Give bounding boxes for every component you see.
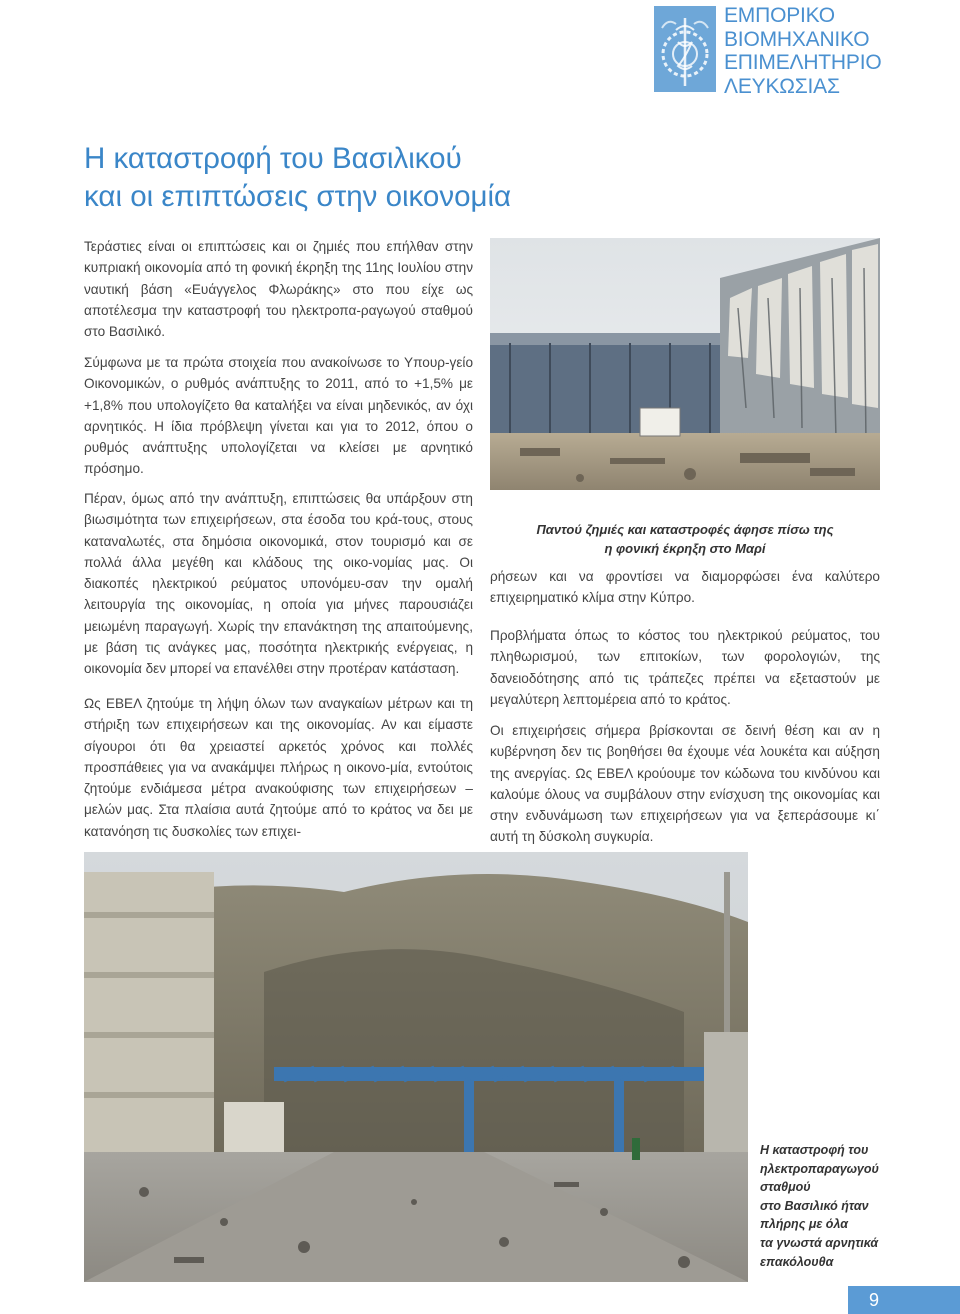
caption-top-photo [490, 520, 880, 558]
caption-line: Η καταστροφή του [760, 1143, 869, 1157]
chamber-name [724, 4, 960, 98]
paragraph-intro: Τεράστιες είναι οι επιπτώσεις και οι ζημιές που επήλθαν στην κυπριακή οικονομία από τη φονική έκρηξη της 11ης Ιουλίου στην ναυτική βάση «Ευάγγελος Φλωράκης» στο που είχε ως αποτέλεσμα την καταστροφή του ηλεκτροπα-ραγωγού σταθμού στο Βασιλικό. [84, 239, 473, 340]
chamber-logo [654, 6, 716, 92]
photo-damaged-building [490, 238, 880, 490]
chamber-name-line: ΕΠΙΜΕΛΗΤΗΡΙΟ [724, 51, 882, 74]
chamber-name-line: ΛΕΥΚΩΣΙΑΣ [724, 74, 840, 98]
article-title-line: και οι επιπτώσεις στην οικονομία [84, 180, 512, 213]
article-title-line: Η καταστροφή του Βασιλικού [84, 142, 462, 175]
caption-line: τα γνωστά αρνητικά [760, 1235, 879, 1250]
chamber-emblem-icon [654, 6, 716, 92]
chamber-name-line: ΕΜΠΟΡΙΚΟ [724, 4, 835, 27]
paragraph-business-impact: Πέραν, όμως από την ανάπτυξη, επιπτώσεις θα υπάρξουν στη βιωσιμότητα των επιχειρήσεων, στα έσοδα του κρά-τους, στους καταναλωτές, στα δημόσια οικονομικά, στον τουρισμό και σε πολλά άλλα μεγέθη και κλάδους της οικο-νομίας μας. Οι διακοπές ηλεκτρικού ρεύματος υπονόμευ-σαν την ομαλή λειτουργία της οικονομίας, η οποία για μήνες παρουσιάζει μειωμένη παραγωγή. Χωρίς την επανάκτηση της απαιτούμενης, με βάση τις ανάγκες μας, ποσότητα ηλεκτρικής ενέργειας, η οικονομία δεν μπορεί να επανέλθει στην προτέραν κατάσταση. [84, 491, 473, 677]
chamber-name-line: ΒΙΟΜΗΧΑΝΙΚΟ [724, 27, 870, 51]
caption-line: ηλεκτροπαραγωγού [760, 1161, 879, 1176]
paragraph-ministry-forecast: Σύμφωνα με τα πρώτα στοιχεία που ανακοίνωσε το Υπουρ-γείο Οικονομικών, ο ρυθμός ανάπτυξης το 2011, από το +1,5% με +1,8% που υπολογίζετο θα καταλήξει να είναι μηδενικός, αν όχι αρνητικός. Η ίδια πρόβλεψη γίνεται και για το 2012, όπου ο ρυθμός ανάπτυξης υπολογίζεται να κλείσει με αρνητικό πρόσημο. [84, 355, 473, 477]
caption-line: Παντού ζημιές και καταστροφές άφησε πίσω της [536, 522, 834, 537]
article-title [84, 140, 604, 216]
caption-line: στο Βασιλικό ήταν [760, 1198, 869, 1213]
caption-line: επακόλουθα [760, 1254, 834, 1269]
photo-vasilikos-station [84, 852, 748, 1282]
caption-line: πλήρης με όλα [760, 1217, 848, 1232]
paragraph-problems: Προβλήματα όπως το κόστος του ηλεκτρικού ρεύματος, του πληθωρισμού, των επιτοκίων, των φορολογιών, της δανειοδότησης από τις τράπεζες πρέπει να εξεταστούν με μεγαλύτερη λεπτομέρεια από το κράτος. [490, 628, 880, 707]
caption-line: η φονική έκρηξη στο Μαρί [604, 541, 766, 556]
caption-bottom-photo [760, 1141, 920, 1271]
paragraph-ebel-measures: Ως ΕΒΕΛ ζητούμε τη λήψη όλων των αναγκαίων μέτρων και τη στήριξη των επιχειρήσεων και της οικονομίας. Αν και είμαστε σίγουροι ότι θα χρειαστεί αρκετός χρόνος και πολλές προσπάθειες για να ανακάμψει πλήρως η οικονο-μία, εντούτοις ζητούμε ενδιάμεσα μέτρα ανακούφισης των επιχειρήσεων – μελών μας. Στα πλαίσια αυτά ζητούμε από το κράτος να δει με κατανόηση τις δυσκολίες των επιχει- [84, 696, 473, 839]
page-number: 9 [848, 1286, 960, 1314]
caption-line: σταθμού [760, 1180, 811, 1195]
paragraph-business-climate: ρήσεων και να φροντίσει να διαμορφώσει ένα καλύτερο επιχειρηματικό κλίμα στην Κύπρο. [490, 569, 880, 606]
paragraph-unemployment-warning: Οι επιχειρήσεις σήμερα βρίσκονται σε δεινή θέση και αν η κυβέρνηση δεν τις βοηθήσει θα έχουμε νέα λουκέτα και αύξηση της ανεργίας. Ως ΕΒΕΛ κρούουμε τον κώδωνα του κινδύνου και καλούμε όλους να συμβάλουν στην ενίσχυση της οικονομίας και στην ενδυνάμωση των επιχειρήσεων για να ξεπεράσουμε κι΄ αυτή τη δύσκολη συγκυρία. [490, 723, 880, 845]
